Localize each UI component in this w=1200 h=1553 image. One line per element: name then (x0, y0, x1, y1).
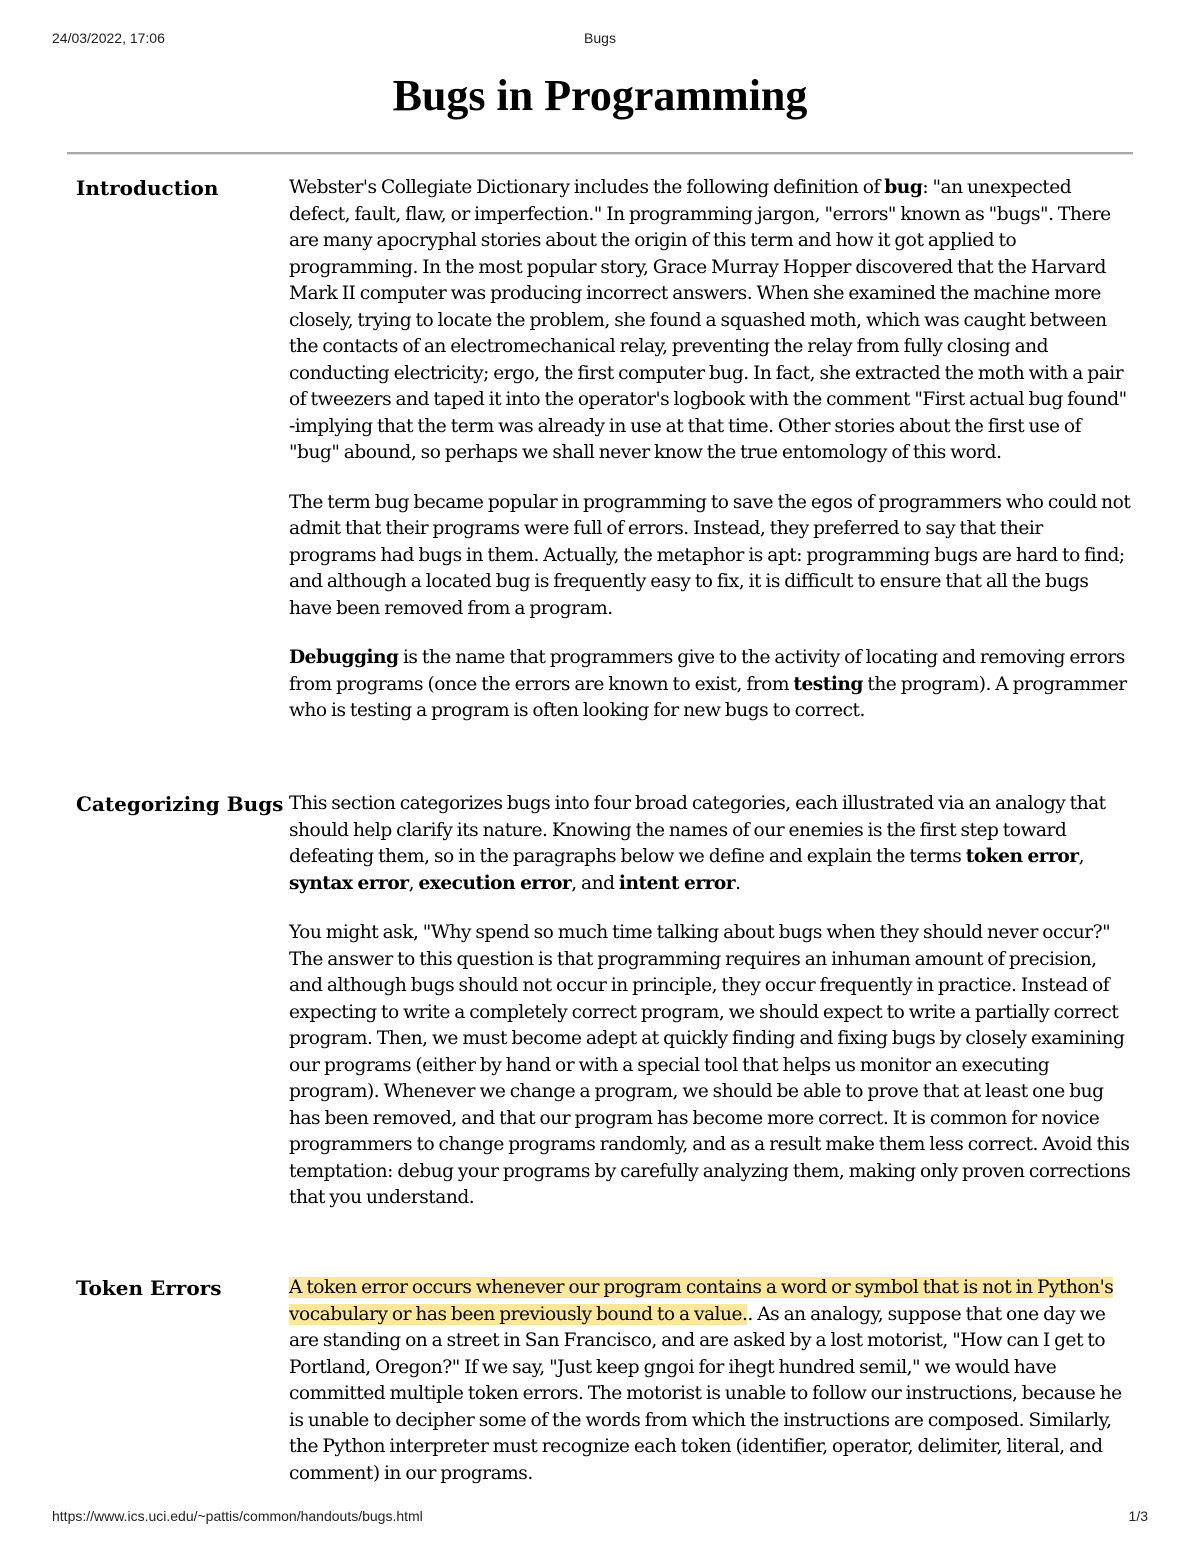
bold-term: syntax error (289, 872, 409, 894)
text-run: This section categorizes bugs into four broad categories, each illustrated via an analogy that should help clarify its nature. Knowing the names of our enemies is the first step toward defeating them, so in the paragraphs below we define and explain the terms (289, 793, 1106, 867)
bold-term: testing (793, 673, 863, 695)
paragraph (289, 1275, 1134, 1487)
bold-term: bug (884, 177, 923, 198)
text-run: , (1078, 846, 1085, 867)
print-tab-title: Bugs (584, 30, 616, 46)
section-title: Token Errors (76, 1276, 222, 1300)
bold-term: intent error (618, 872, 736, 894)
text-run: . (735, 872, 741, 894)
print-url: https://www.ics.uci.edu/~pattis/common/handouts/bugs.html (52, 1508, 423, 1524)
print-page-number: 1/3 (1128, 1508, 1148, 1524)
text-run: the program). A programmer who is testing a program is often looking for new bugs to correct. (289, 673, 1127, 721)
bold-term: execution error (418, 872, 572, 894)
text-run: : "an unexpected defect, fault, flaw, or imperfection." In programming jargon, "errors" known as "bugs". There are many apocryphal stories about the origin of this term and how it got applied to programming. In the most popular story, Grace Murray Hopper discovered that the Harvard Mark II computer was producing incorrect answers. When she examined the machine more closely, trying to locate the problem, she found a squashed moth, which was caught between the contacts of an electromechanical relay, preventing the relay from fully closing and conducting electricity; ergo, the first computer bug. In fact, she extracted the moth with a pair of tweezers and taped it into the operator's logbook with the comment "First actual bug found" -implying that the term was already in use at that time. Other stories about the first use of "bug" abound, so perhaps we shall never know the true entomology of this word. (289, 177, 1127, 463)
paragraph: You might ask, "Why spend so much time talking about bugs when they should never occur?" The answer to this question is that programming requires an inhuman amount of precision, and although bugs should not occur in principle, they occur frequently in practice. Instead of expecting to write a completely correct program, we should expect to write a partially correct program. Then, we must become adept at quickly finding and fixing bugs by closely examining our programs (either by hand or with a special tool that helps us monitor an executing program). Whenever we change a program, we should be able to prove that at least one bug has been removed, and that our program has become more correct. It is common for novice programmers to change programs randomly, and as a result make them less correct. Avoid this temptation: debug your programs by carefully analyzing them, making only proven corrections that you understand. (289, 922, 1131, 1208)
text-run: , and (571, 872, 619, 894)
section-body (289, 175, 1134, 748)
paragraph: The term bug became popular in programming to save the egos of programmers who could not admit that their programs were full of errors. Instead, they preferred to say that their programs had bugs in them. Actually, the metaphor is apt: programming bugs are hard to find; and although a located bug is frequently easy to fix, it is difficult to ensure that all the bugs have been removed from a program. (289, 491, 1131, 619)
bold-term: Debugging (289, 647, 399, 668)
print-header (0, 30, 1200, 50)
text-run: Webster's Collegiate Dictionary includes the following definition of (289, 177, 885, 198)
paragraph (289, 791, 1134, 897)
paragraph (289, 175, 1134, 467)
page-title: Bugs in Programming (392, 71, 808, 120)
section-title: Categorizing Bugs (76, 792, 284, 816)
print-datetime: 24/03/2022, 17:06 (52, 30, 165, 46)
text-run: is the name that programmers give to the activity of locating and removing errors from programs (once the errors are known to exist, from (289, 647, 1125, 695)
bold-term: token error (965, 846, 1079, 867)
horizontal-rule (67, 152, 1133, 155)
text-run: , (408, 872, 419, 894)
paragraph (289, 645, 1134, 725)
section-body (289, 1275, 1134, 1510)
print-footer (0, 1508, 1200, 1528)
highlighted-text: A token error occurs whenever our program contains a word or symbol that is not in Python's vocabulary or has been previously bound to a value. (289, 1277, 1114, 1325)
section-body (289, 791, 1134, 1235)
text-run: . As an analogy, suppose that one day we are standing on a street in San Francisco, and are asked by a lost motorist, "How can I get to Portland, Oregon?" If we say, "Just keep gngoi for ihegt hundred semil," we would have committed multiple token errors. The motorist is unable to follow our instructions, because he is unable to decipher some of the words from which the instructions are composed. Similarly, the Python interpreter must recognize each token (identifier, operator, delimiter, literal, and comment) in our programs. (289, 1303, 1122, 1484)
section-title: Introduction (76, 176, 219, 200)
